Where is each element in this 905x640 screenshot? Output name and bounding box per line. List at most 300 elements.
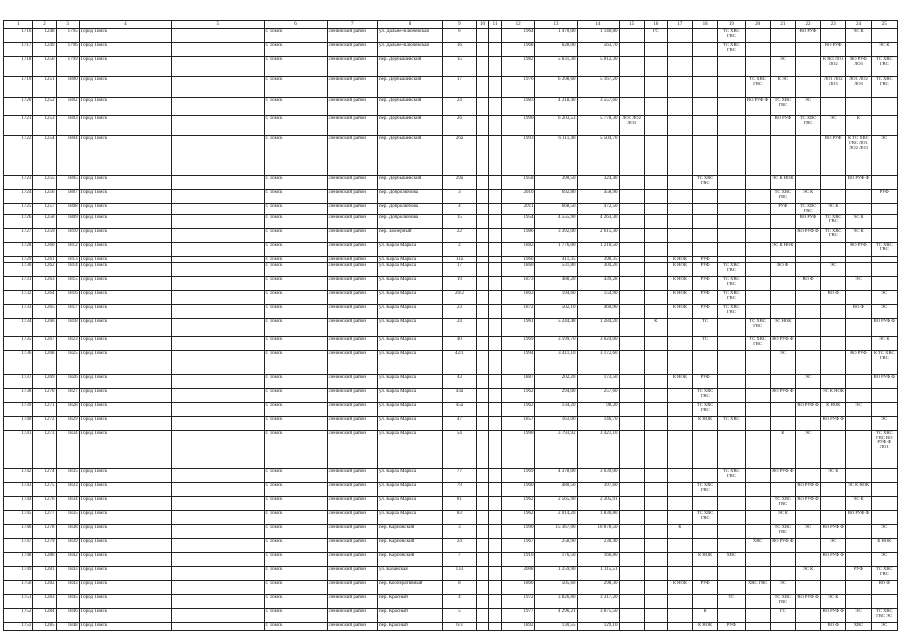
cell-col-13: 411,35 <box>535 256 577 262</box>
cell-col-2: 1284 <box>33 608 56 622</box>
cell-col-21: ТС ХВС ГВС <box>770 190 795 204</box>
cell-col-2: 1265 <box>33 304 56 318</box>
cell-col-18 <box>693 228 718 242</box>
cell-col-7: Ленинский район <box>327 388 377 402</box>
cell-col-22: ВО РУФ Ф <box>795 482 820 496</box>
cell-col-20 <box>745 116 770 136</box>
cell-col-8: пер. Дербышевский <box>377 98 442 116</box>
cell-col-10 <box>476 276 489 290</box>
cell-col-22 <box>795 176 820 190</box>
cell-col-4: Город Томск <box>79 256 171 262</box>
cell-col-14: 160,80 <box>577 552 619 566</box>
cell-col-13: 692,80 <box>535 190 577 204</box>
cell-col-22: ВО РУФ Ф <box>795 496 820 510</box>
cell-col-21 <box>770 304 795 318</box>
cell-col-2: 1276 <box>33 496 56 510</box>
cell-col-23 <box>821 482 846 496</box>
column-number-14: 14 <box>577 21 619 29</box>
cell-col-20 <box>745 622 770 630</box>
cell-col-8: пер. Карповский <box>377 538 442 552</box>
cell-col-20 <box>745 510 770 524</box>
cell-col-13: 176,50 <box>535 552 577 566</box>
cell-col-13: 4 318,40 <box>535 98 577 116</box>
cell-col-16 <box>644 580 667 594</box>
cell-col-7: Ленинский район <box>327 594 377 608</box>
cell-col-4: Город Томск <box>79 402 171 416</box>
cell-col-1: 1749 <box>4 566 33 580</box>
cell-col-4: Город Томск <box>79 524 171 538</box>
cell-col-24: ВО РУФ Ф <box>846 176 871 190</box>
cell-col-16 <box>644 538 667 552</box>
column-number-16: 16 <box>644 21 667 29</box>
cell-col-8: ул. Карла Маркса <box>377 262 442 276</box>
table-row <box>4 468 898 482</box>
cell-col-21 <box>770 290 795 304</box>
cell-col-13: 1 470,00 <box>535 29 577 43</box>
cell-col-6: г. Томск <box>264 416 327 430</box>
cell-col-14: 3 024,00 <box>577 336 619 350</box>
cell-col-8: ул. Дальне-Ключевская <box>377 43 442 57</box>
cell-col-18: ТС ХВС ГВС <box>693 176 718 190</box>
cell-col-21: ТС ХВС ГВС <box>770 98 795 116</box>
cell-col-15 <box>619 580 644 594</box>
cell-col-14: 154,90 <box>577 290 619 304</box>
cell-col-18: РУФ <box>693 304 718 318</box>
cell-col-14: 298,30 <box>577 580 619 594</box>
column-number-11: 11 <box>489 21 502 29</box>
cell-col-9: 3 <box>443 190 477 204</box>
cell-col-14: 2 305,91 <box>577 496 619 510</box>
cell-col-8: ул. Карла Маркса <box>377 374 442 388</box>
cell-col-3: 1795 <box>56 29 79 43</box>
cell-col-6: г. Томск <box>264 402 327 416</box>
cell-col-3: 1834 <box>56 496 79 510</box>
cell-col-17 <box>667 214 692 228</box>
cell-col-20 <box>745 552 770 566</box>
cell-col-5 <box>172 214 264 228</box>
cell-col-18: РУФ <box>693 580 718 594</box>
cell-col-10 <box>476 43 489 57</box>
cell-col-17 <box>667 336 692 350</box>
cell-col-2: 1274 <box>33 468 56 482</box>
cell-col-20: ХВС ГВС <box>745 580 770 594</box>
cell-col-13: 2 014,20 <box>535 510 577 524</box>
cell-col-23: ВО РУФ <box>821 136 846 176</box>
cell-col-5 <box>172 552 264 566</box>
cell-col-21: ТС ХВС ГВС <box>770 496 795 510</box>
cell-col-12: 1994 <box>501 350 535 374</box>
cell-col-18 <box>693 496 718 510</box>
cell-col-8: пер. Красный <box>377 608 442 622</box>
cell-col-9: 23 <box>443 304 477 318</box>
cell-col-4: Город Томск <box>79 228 171 242</box>
cell-col-10 <box>476 29 489 43</box>
cell-col-6: г. Томск <box>264 468 327 482</box>
cell-col-6: г. Томск <box>264 524 327 538</box>
cell-col-3: 1804 <box>56 136 79 176</box>
cell-col-20 <box>745 374 770 388</box>
cell-col-1: 1729 <box>4 256 33 262</box>
cell-col-5 <box>172 350 264 374</box>
cell-col-23: ВО РУФ Ф <box>821 552 846 566</box>
cell-col-14: 439,28 <box>577 276 619 290</box>
cell-col-16 <box>644 304 667 318</box>
cell-col-22: ЭС <box>795 524 820 538</box>
cell-col-7: Ленинский район <box>327 57 377 77</box>
cell-col-3: 1835 <box>56 468 79 482</box>
cell-col-24 <box>846 430 871 468</box>
cell-col-9: 43а <box>443 388 477 402</box>
cell-col-1: 1723 <box>4 176 33 190</box>
cell-col-25: ЭС <box>871 136 897 176</box>
cell-col-3: 1818 <box>56 318 79 336</box>
cell-col-18 <box>693 204 718 215</box>
cell-col-3: 1839 <box>56 538 79 552</box>
cell-col-22 <box>795 242 820 256</box>
cell-col-2: 1256 <box>33 190 56 204</box>
cell-col-14: 1 210,50 <box>577 242 619 256</box>
cell-col-19: РУФ <box>718 622 745 630</box>
cell-col-11 <box>489 482 502 496</box>
cell-col-10 <box>476 318 489 336</box>
cell-col-18 <box>693 468 718 482</box>
cell-col-3: 1823 <box>56 336 79 350</box>
table-row <box>4 57 898 77</box>
cell-col-7: Ленинский район <box>327 262 377 276</box>
cell-col-16: К <box>644 318 667 336</box>
cell-col-3: 1835 <box>56 510 79 524</box>
cell-col-24 <box>846 204 871 215</box>
cell-col-12: 1860 <box>501 580 535 594</box>
cell-col-7: Ленинский район <box>327 318 377 336</box>
cell-col-20 <box>745 402 770 416</box>
cell-col-25 <box>871 214 897 228</box>
cell-col-1: 1736 <box>4 350 33 374</box>
cell-col-12: 1972 <box>501 594 535 608</box>
cell-col-24: ЛО1 ЛО2 ЛО3 <box>846 77 871 98</box>
cell-col-13: 202,20 <box>535 374 577 388</box>
cell-col-24: К <box>846 116 871 136</box>
cell-col-17: К НОК <box>667 580 692 594</box>
cell-col-6: г. Томск <box>264 594 327 608</box>
cell-col-22: ВО РУФ <box>795 29 820 43</box>
cell-col-19: ТС ХВС <box>718 416 745 430</box>
cell-col-13: 505,60 <box>535 580 577 594</box>
cell-col-10 <box>476 290 489 304</box>
cell-col-17: К <box>667 524 692 538</box>
cell-col-24: К ТС ХВС ГВС ЛО1 ЛО2 ЛО3 <box>846 136 871 176</box>
cell-col-9: 3 <box>443 524 477 538</box>
cell-col-11 <box>489 402 502 416</box>
cell-col-1: 1718 <box>4 57 33 77</box>
cell-col-2: 1281 <box>33 566 56 580</box>
cell-col-9: 22 <box>443 228 477 242</box>
cell-col-21: ТС ХВС ГВС <box>770 594 795 608</box>
cell-col-1: 1722 <box>4 136 33 176</box>
cell-col-15 <box>619 77 644 98</box>
cell-col-18 <box>693 43 718 57</box>
cell-col-11 <box>489 374 502 388</box>
column-number-24: 24 <box>846 21 871 29</box>
cell-col-19 <box>718 318 745 336</box>
cell-col-6: г. Томск <box>264 510 327 524</box>
cell-col-9: 19 <box>443 276 477 290</box>
cell-col-18: ТС ХВС ГВС <box>693 388 718 402</box>
cell-col-14: 173,50 <box>577 374 619 388</box>
cell-col-19 <box>718 77 745 98</box>
cell-col-12: 1882 <box>501 242 535 256</box>
column-number-5: 5 <box>172 21 264 29</box>
cell-col-14: 1 830,80 <box>577 510 619 524</box>
cell-col-5 <box>172 116 264 136</box>
cell-col-12: 1990 <box>501 116 535 136</box>
cell-col-16 <box>644 622 667 630</box>
cell-col-5 <box>172 242 264 256</box>
cell-col-10 <box>476 538 489 552</box>
cell-col-20 <box>745 290 770 304</box>
cell-col-21 <box>770 43 795 57</box>
cell-col-2: 1259 <box>33 228 56 242</box>
cell-col-14: 563,70 <box>577 43 619 57</box>
cell-col-14: 5 812,30 <box>577 57 619 77</box>
cell-col-7: Ленинский район <box>327 136 377 176</box>
cell-col-20: ХВС <box>745 538 770 552</box>
cell-col-4: Город Томск <box>79 510 171 524</box>
cell-col-25 <box>871 228 897 242</box>
cell-col-4: Город Томск <box>79 116 171 136</box>
cell-col-14: 3 557,60 <box>577 98 619 116</box>
column-number-4: 4 <box>79 21 171 29</box>
table-row <box>4 214 898 228</box>
cell-col-7: Ленинский район <box>327 496 377 510</box>
cell-col-6: г. Томск <box>264 256 327 262</box>
cell-col-15 <box>619 608 644 622</box>
cell-col-16 <box>644 190 667 204</box>
cell-col-9: 47 <box>443 416 477 430</box>
cell-col-5 <box>172 262 264 276</box>
cell-col-9: 24 <box>443 98 477 116</box>
cell-col-8: пер. Дербышевский <box>377 116 442 136</box>
cell-col-19 <box>718 524 745 538</box>
table-row <box>4 190 898 204</box>
cell-col-17 <box>667 468 692 482</box>
cell-col-6: г. Томск <box>264 276 327 290</box>
cell-col-17 <box>667 510 692 524</box>
cell-col-11 <box>489 190 502 204</box>
cell-col-11 <box>489 228 502 242</box>
cell-col-9: 26а <box>443 136 477 176</box>
cell-col-24 <box>846 290 871 304</box>
cell-col-2: 1248 <box>33 29 56 43</box>
cell-col-23: ЛО1 ЛО2 ЛО3 <box>821 77 846 98</box>
cell-col-24: ЭС <box>846 608 871 622</box>
cell-col-10 <box>476 336 489 350</box>
cell-col-4: Город Томск <box>79 190 171 204</box>
cell-col-25 <box>871 510 897 524</box>
cell-col-6: г. Томск <box>264 242 327 256</box>
cell-col-21: ТС ХВС ГВС <box>770 524 795 538</box>
cell-col-22 <box>795 416 820 430</box>
cell-col-14: 1 115,51 <box>577 566 619 580</box>
cell-col-16 <box>644 43 667 57</box>
column-number-13: 13 <box>535 21 577 29</box>
cell-col-22 <box>795 350 820 374</box>
cell-col-16 <box>644 552 667 566</box>
cell-col-19 <box>718 57 745 77</box>
cell-col-10 <box>476 388 489 402</box>
cell-col-23 <box>821 336 846 350</box>
cell-col-3: 1816 <box>56 290 79 304</box>
cell-col-22 <box>795 608 820 622</box>
cell-col-14: 3 639,00 <box>577 468 619 482</box>
cell-col-11 <box>489 430 502 468</box>
cell-col-21: К ЭС <box>770 77 795 98</box>
cell-col-22: ВО РУФ Ф <box>795 402 820 416</box>
cell-col-8: ул. Карла Маркса <box>377 402 442 416</box>
cell-col-19: ТС ХВС ГВС <box>718 290 745 304</box>
cell-col-17 <box>667 482 692 496</box>
cell-col-4: Город Томск <box>79 262 171 276</box>
cell-col-4: Город Томск <box>79 350 171 374</box>
cell-col-14: 3 317,20 <box>577 594 619 608</box>
cell-col-17 <box>667 29 692 43</box>
cell-col-5 <box>172 510 264 524</box>
cell-col-13: 1 776,00 <box>535 242 577 256</box>
cell-col-7: Ленинский район <box>327 43 377 57</box>
cell-col-23: ВО РУФ Ф <box>821 416 846 430</box>
cell-col-5 <box>172 566 264 580</box>
cell-col-24: ВО РУФ Ф <box>846 510 871 524</box>
cell-col-1: 1739 <box>4 402 33 416</box>
cell-col-20 <box>745 468 770 482</box>
cell-col-22 <box>795 510 820 524</box>
cell-col-20: ТС ХВС ГВС <box>745 77 770 98</box>
cell-col-8: пер. Заозерный <box>377 228 442 242</box>
cell-col-17 <box>667 622 692 630</box>
cell-col-6: г. Томск <box>264 190 327 204</box>
cell-col-25: ВО Ф <box>871 580 897 594</box>
column-number-15: 15 <box>619 21 644 29</box>
cell-col-2: 1263 <box>33 276 56 290</box>
cell-col-22 <box>795 262 820 276</box>
cell-col-1: 1747 <box>4 538 33 552</box>
cell-col-21: ВО РУФ Ф <box>770 538 795 552</box>
cell-col-23: К ВО ЛО1 ЛО2 <box>821 57 846 77</box>
cell-col-18: ТС ХВС ГВС <box>693 482 718 496</box>
cell-col-17 <box>667 388 692 402</box>
cell-col-2: 1260 <box>33 242 56 256</box>
cell-col-4: Город Томск <box>79 552 171 566</box>
cell-col-4: Город Томск <box>79 77 171 98</box>
cell-col-2: 1253 <box>33 116 56 136</box>
cell-col-17: К НОК <box>667 276 692 290</box>
cell-col-8: пер. Добролюбова <box>377 214 442 228</box>
cell-col-15 <box>619 594 644 608</box>
cell-col-14: 3 172,60 <box>577 350 619 374</box>
cell-col-16 <box>644 594 667 608</box>
cell-col-4: Город Томск <box>79 374 171 388</box>
cell-col-9: 5 <box>443 608 477 622</box>
cell-col-5 <box>172 580 264 594</box>
cell-col-5 <box>172 77 264 98</box>
cell-col-11 <box>489 608 502 622</box>
cell-col-21 <box>770 228 795 242</box>
column-number-20: 20 <box>745 21 770 29</box>
cell-col-11 <box>489 594 502 608</box>
cell-col-21 <box>770 566 795 580</box>
cell-col-12: 1967 <box>501 538 535 552</box>
cell-col-23 <box>821 374 846 388</box>
cell-col-23 <box>821 242 846 256</box>
cell-col-21: К <box>770 430 795 468</box>
cell-col-12: 1960 <box>501 482 535 496</box>
cell-col-22: ВО РУФ Ф <box>795 594 820 608</box>
cell-col-12: 1993 <box>501 136 535 176</box>
cell-col-25 <box>871 276 897 290</box>
cell-col-2: 1273 <box>33 430 56 468</box>
cell-col-3: 1815 <box>56 276 79 290</box>
cell-col-3: 1809 <box>56 214 79 228</box>
cell-col-5 <box>172 622 264 630</box>
cell-col-1: 1730 <box>4 262 33 276</box>
cell-col-9: 4 <box>443 594 477 608</box>
cell-col-5 <box>172 304 264 318</box>
cell-col-23 <box>821 566 846 580</box>
cell-col-12: 1983 <box>501 98 535 116</box>
cell-col-10 <box>476 430 489 468</box>
cell-col-18 <box>693 242 718 256</box>
cell-col-4: Город Томск <box>79 416 171 430</box>
cell-col-14: 146,70 <box>577 416 619 430</box>
cell-col-5 <box>172 228 264 242</box>
cell-col-10 <box>476 98 489 116</box>
cell-col-8: ул. Карла Маркса <box>377 304 442 318</box>
cell-col-16 <box>644 214 667 228</box>
cell-col-1: 1753 <box>4 622 33 630</box>
cell-col-5 <box>172 374 264 388</box>
cell-col-2: 1261 <box>33 256 56 262</box>
cell-col-22: ЭС К <box>795 566 820 580</box>
cell-col-2: 1269 <box>33 374 56 388</box>
cell-col-22: ЭС <box>795 98 820 116</box>
cell-col-13: 3 793,92 <box>535 430 577 468</box>
cell-col-20 <box>745 496 770 510</box>
cell-col-16 <box>644 524 667 538</box>
cell-col-18 <box>693 29 718 43</box>
cell-col-17: К НОК <box>667 262 692 276</box>
cell-col-5 <box>172 538 264 552</box>
cell-col-16 <box>644 496 667 510</box>
cell-col-4: Город Томск <box>79 566 171 580</box>
cell-col-3: 1799 <box>56 57 79 77</box>
cell-col-22 <box>795 388 820 402</box>
cell-col-10 <box>476 510 489 524</box>
cell-col-12: 2008 <box>501 566 535 580</box>
cell-col-18 <box>693 98 718 116</box>
cell-col-1: 1733 <box>4 304 33 318</box>
cell-col-10 <box>476 552 489 566</box>
cell-col-22: ВО Ф <box>795 276 820 290</box>
cell-col-10 <box>476 566 489 580</box>
cell-col-10 <box>476 374 489 388</box>
cell-col-9: 77 <box>443 468 477 482</box>
cell-col-16 <box>644 136 667 176</box>
cell-col-21 <box>770 374 795 388</box>
cell-col-15 <box>619 538 644 552</box>
cell-col-6: г. Томск <box>264 430 327 468</box>
cell-col-17 <box>667 538 692 552</box>
cell-col-2: 1278 <box>33 524 56 538</box>
